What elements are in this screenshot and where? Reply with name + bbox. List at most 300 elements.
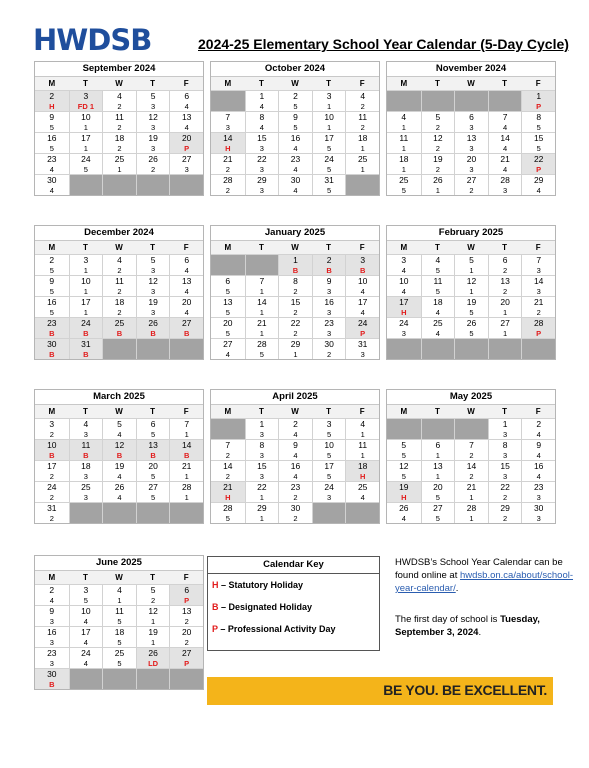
day-number: 9: [326, 276, 332, 286]
cycle-day: 4: [117, 430, 122, 439]
weekday-label: T: [326, 79, 332, 88]
cycle-day: 3: [503, 186, 508, 195]
day-cell: [521, 502, 555, 523]
day-number: 1: [259, 419, 265, 429]
day-cell: [312, 254, 346, 275]
month-name: February 2025: [438, 227, 504, 238]
month-name: April 2025: [272, 391, 318, 402]
day-cell: [521, 153, 555, 174]
day-number: 7: [536, 255, 542, 265]
cycle-day: B: [292, 266, 299, 275]
day-cell: [312, 418, 346, 439]
day-number: 6: [435, 440, 441, 450]
day-number: 19: [148, 133, 158, 143]
cycle-day: 1: [259, 493, 264, 502]
day-number: 27: [433, 503, 443, 513]
empty-day-cell: [69, 174, 103, 195]
cycle-day: 4: [401, 266, 406, 275]
cycle-day: 4: [83, 659, 88, 668]
cycle-day: 3: [327, 493, 332, 502]
day-number: 20: [148, 461, 158, 471]
cycle-day: 1: [259, 308, 264, 317]
month-name: January 2025: [264, 227, 326, 238]
day-number: 13: [466, 133, 477, 143]
day-number: 13: [223, 297, 233, 307]
cycle-day: 1: [503, 308, 508, 317]
weekday-label: M: [224, 243, 232, 252]
day-number: 10: [357, 276, 368, 286]
day-cell: [35, 275, 69, 296]
cycle-day: 1: [259, 329, 264, 338]
day-cell: [35, 584, 69, 605]
day-cell: [521, 132, 555, 153]
day-cell: [35, 296, 69, 317]
day-cell: [35, 132, 69, 153]
month-name: November 2024: [435, 63, 507, 74]
day-cell: [345, 111, 379, 132]
day-number: 22: [257, 482, 267, 492]
day-number: 14: [257, 297, 267, 307]
day-cell: [488, 481, 522, 502]
cycle-day: 3: [360, 350, 365, 359]
day-cell: [169, 296, 203, 317]
day-cell: [387, 439, 421, 460]
day-cell: [211, 153, 245, 174]
day-number: 22: [290, 318, 301, 328]
day-cell: [69, 439, 103, 460]
month-7: [210, 389, 380, 524]
day-number: 26: [148, 154, 158, 164]
day-number: 16: [533, 461, 544, 471]
day-number: 27: [466, 175, 477, 185]
cycle-day: 2: [435, 165, 440, 174]
day-cell: [454, 275, 488, 296]
day-number: 5: [117, 419, 122, 429]
cycle-day: 4: [184, 102, 189, 111]
empty-day-cell: [387, 90, 421, 111]
day-number: 12: [148, 606, 158, 616]
day-cell: [312, 275, 346, 296]
day-cell: [136, 647, 170, 668]
hwdsb-logo: HWDSB: [33, 23, 152, 57]
day-cell: [35, 481, 69, 502]
day-number: 22: [533, 154, 544, 164]
day-number: 8: [536, 112, 542, 122]
weekday-header: [211, 404, 379, 418]
day-cell: [35, 605, 69, 626]
day-number: 25: [114, 648, 125, 658]
cycle-day: 5: [327, 430, 332, 439]
cycle-day: 5: [259, 350, 264, 359]
cycle-day: 4: [293, 472, 298, 481]
day-cell: [488, 460, 522, 481]
cycle-day: 1: [117, 165, 122, 174]
day-cell: [102, 418, 136, 439]
cycle-day: 2: [184, 617, 189, 626]
empty-day-cell: [488, 338, 522, 359]
day-number: 28: [257, 339, 267, 349]
cycle-day: H: [401, 493, 407, 502]
cycle-day: 4: [259, 102, 264, 111]
cycle-day: 5: [401, 451, 406, 460]
day-cell: [454, 317, 488, 338]
day-cell: [136, 626, 170, 647]
day-number: 28: [466, 503, 477, 513]
day-number: 25: [357, 154, 368, 164]
day-number: 16: [290, 133, 301, 143]
empty-day-cell: [488, 90, 522, 111]
cycle-day: 3: [259, 165, 264, 174]
day-number: 11: [358, 112, 368, 122]
weekday-label: F: [183, 243, 189, 252]
cycle-day: 5: [49, 287, 54, 296]
day-number: 10: [81, 276, 91, 286]
day-number: 31: [357, 339, 368, 349]
cycle-day: LD: [148, 659, 159, 668]
day-number: 4: [401, 112, 407, 122]
month-0: [34, 61, 204, 196]
day-number: 13: [181, 606, 192, 616]
day-number: 18: [114, 133, 125, 143]
cycle-day: 1: [469, 287, 474, 296]
cycle-day: 3: [469, 165, 474, 174]
cycle-day: B: [183, 451, 190, 460]
cycle-day: B: [116, 451, 123, 460]
day-cell: [69, 296, 103, 317]
calendar-link[interactable]: hwdsb.on.ca/about/school-year-calendar/: [395, 570, 574, 594]
cycle-day: 1: [327, 102, 332, 111]
day-number: 21: [500, 154, 510, 164]
day-cell: [136, 111, 170, 132]
weekday-label: T: [502, 79, 508, 88]
cycle-day: 1: [360, 430, 365, 439]
day-number: 14: [181, 440, 192, 450]
day-cell: [35, 174, 69, 195]
day-cell: [488, 111, 522, 132]
cycle-day: B: [83, 329, 89, 338]
empty-day-cell: [454, 418, 488, 439]
day-number: 6: [184, 255, 190, 265]
day-number: 23: [47, 154, 57, 164]
day-cell: [102, 460, 136, 481]
day-cell: [454, 111, 488, 132]
day-grid: [35, 254, 203, 359]
day-number: 17: [324, 133, 334, 143]
cycle-day: 4: [184, 266, 189, 275]
day-number: 23: [324, 318, 334, 328]
cycle-day: H: [401, 308, 407, 317]
cycle-day: 2: [117, 308, 122, 317]
day-cell: [387, 111, 421, 132]
day-number: 28: [533, 318, 544, 328]
cycle-day: P: [184, 596, 190, 605]
day-cell: [421, 460, 455, 481]
cycle-day: 3: [151, 266, 156, 275]
day-cell: [102, 254, 136, 275]
day-cell: [345, 317, 379, 338]
cycle-day: 5: [225, 514, 230, 523]
cycle-day: B: [49, 350, 55, 359]
weekday-label: M: [48, 407, 56, 416]
day-cell: [278, 418, 312, 439]
day-number: 27: [181, 318, 192, 328]
cycle-day: 1: [360, 144, 365, 153]
day-cell: [211, 132, 245, 153]
month-1: [210, 61, 380, 196]
cycle-day: B: [326, 266, 332, 275]
weekday-label: T: [258, 243, 264, 252]
cycle-day: 2: [117, 287, 122, 296]
day-cell: [69, 275, 103, 296]
day-number: 11: [81, 440, 91, 450]
cycle-day: 3: [327, 308, 332, 317]
weekday-label: T: [150, 243, 156, 252]
day-cell: [521, 254, 555, 275]
cycle-day: 2: [184, 638, 189, 647]
key-item-designated-holiday: B – Designated Holiday: [212, 602, 313, 612]
day-number: 3: [326, 419, 332, 429]
month-5: [386, 225, 556, 360]
cycle-day: 4: [435, 329, 440, 338]
day-cell: [387, 275, 421, 296]
weekday-header: [35, 404, 203, 418]
empty-day-cell: [211, 418, 245, 439]
day-cell: [102, 481, 136, 502]
empty-day-cell: [136, 174, 170, 195]
empty-day-cell: [345, 174, 379, 195]
cycle-day: 3: [83, 493, 88, 502]
day-cell: [521, 317, 555, 338]
weekday-header: [387, 240, 555, 254]
day-number: 1: [502, 419, 508, 429]
day-number: 27: [181, 154, 192, 164]
weekday-label: T: [434, 407, 440, 416]
day-cell: [488, 418, 522, 439]
day-number: 16: [47, 297, 57, 307]
day-cell: [521, 481, 555, 502]
day-grid: [387, 254, 555, 359]
cycle-day: 3: [327, 329, 332, 338]
weekday-label: M: [48, 573, 56, 582]
cycle-day: B: [49, 451, 55, 460]
weekday-header: [387, 76, 555, 90]
cycle-day: 4: [536, 451, 541, 460]
day-cell: [345, 132, 379, 153]
day-number: 6: [502, 255, 508, 265]
empty-day-cell: [169, 338, 203, 359]
weekday-label: T: [258, 79, 264, 88]
cycle-day: 4: [435, 308, 440, 317]
day-number: 26: [114, 482, 125, 492]
day-number: 27: [500, 318, 510, 328]
day-cell: [35, 439, 69, 460]
cycle-day: FD 1: [77, 102, 95, 111]
empty-day-cell: [169, 502, 203, 523]
day-number: 23: [47, 318, 57, 328]
day-number: 17: [47, 461, 57, 471]
day-number: 15: [257, 461, 267, 471]
cycle-day: 4: [360, 308, 365, 317]
day-number: 25: [81, 482, 91, 492]
day-number: 4: [117, 91, 122, 101]
cycle-day: 1: [327, 123, 332, 132]
day-number: 27: [148, 482, 158, 492]
cycle-day: 1: [435, 186, 440, 195]
cycle-day: 2: [117, 102, 122, 111]
day-number: 24: [324, 482, 334, 492]
cycle-day: 5: [293, 102, 298, 111]
day-cell: [488, 174, 522, 195]
day-number: 14: [500, 133, 510, 143]
weekday-label: T: [434, 79, 440, 88]
day-grid: [387, 418, 555, 523]
empty-day-cell: [387, 418, 421, 439]
day-cell: [136, 584, 170, 605]
day-grid: [211, 90, 379, 195]
day-cell: [35, 460, 69, 481]
day-cell: [245, 111, 279, 132]
day-cell: [387, 317, 421, 338]
day-cell: [245, 275, 279, 296]
day-cell: [278, 502, 312, 523]
day-number: 2: [49, 91, 55, 101]
cycle-day: 1: [435, 472, 440, 481]
day-grid: [211, 254, 379, 359]
weekday-header: [35, 240, 203, 254]
day-cell: [454, 153, 488, 174]
cycle-day: H: [49, 102, 55, 111]
empty-day-cell: [421, 418, 455, 439]
cycle-day: 4: [83, 638, 88, 647]
day-cell: [169, 626, 203, 647]
cycle-day: 3: [151, 287, 156, 296]
day-cell: [278, 460, 312, 481]
day-cell: [211, 481, 245, 502]
day-cell: [312, 90, 346, 111]
cycle-day: 4: [401, 514, 406, 523]
day-number: 23: [47, 648, 57, 658]
day-cell: [35, 502, 69, 523]
day-cell: [312, 338, 346, 359]
day-cell: [245, 439, 279, 460]
first-day-note: The first day of school is Tuesday, September 3, 2024.: [395, 614, 540, 638]
day-cell: [488, 153, 522, 174]
cycle-day: 2: [360, 123, 365, 132]
day-number: 7: [225, 440, 231, 450]
day-number: 9: [49, 606, 55, 616]
day-number: 25: [114, 154, 125, 164]
day-cell: [245, 317, 279, 338]
day-number: 26: [148, 648, 158, 658]
day-number: 13: [181, 276, 192, 286]
day-number: 17: [81, 133, 91, 143]
day-cell: [211, 317, 245, 338]
day-cell: [136, 481, 170, 502]
weekday-label: M: [48, 79, 56, 88]
weekday-label: F: [535, 243, 541, 252]
cycle-day: 1: [401, 144, 406, 153]
day-number: 12: [466, 276, 477, 286]
day-cell: [421, 153, 455, 174]
day-cell: [69, 647, 103, 668]
cycle-day: 5: [435, 493, 440, 502]
weekday-header: [387, 404, 555, 418]
day-cell: [245, 502, 279, 523]
day-cell: [345, 418, 379, 439]
month-name: September 2024: [82, 63, 156, 74]
cycle-day: 2: [49, 514, 54, 523]
day-number: 19: [433, 154, 443, 164]
month-8: [386, 389, 556, 524]
day-number: 13: [500, 276, 510, 286]
cycle-day: P: [184, 659, 190, 668]
day-cell: [488, 254, 522, 275]
cycle-day: 5: [435, 514, 440, 523]
day-number: 29: [500, 503, 510, 513]
weekday-label: T: [150, 573, 156, 582]
day-number: 22: [257, 154, 267, 164]
day-number: 20: [181, 297, 192, 307]
day-cell: [69, 132, 103, 153]
cycle-day: B: [116, 329, 123, 338]
day-number: 24: [357, 318, 368, 328]
day-number: 29: [290, 339, 301, 349]
empty-day-cell: [102, 174, 136, 195]
cycle-day: 3: [536, 266, 541, 275]
day-number: 12: [114, 440, 125, 450]
day-grid: [387, 90, 555, 195]
day-number: 28: [223, 503, 233, 513]
day-cell: [35, 668, 69, 689]
cycle-day: P: [360, 329, 366, 338]
cycle-day: 3: [49, 617, 54, 626]
day-cell: [521, 439, 555, 460]
cycle-day: 5: [117, 617, 122, 626]
weekday-label: W: [291, 243, 299, 252]
cycle-day: 4: [360, 287, 365, 296]
cycle-day: 4: [503, 144, 508, 153]
day-cell: [488, 275, 522, 296]
cycle-day: 4: [184, 308, 189, 317]
weekday-label: W: [115, 573, 123, 582]
day-number: 24: [399, 318, 409, 328]
cycle-day: 2: [469, 472, 474, 481]
day-cell: [69, 626, 103, 647]
day-number: 11: [433, 276, 443, 286]
cycle-day: 5: [327, 451, 332, 460]
cycle-day: 1: [360, 451, 365, 460]
day-cell: [421, 481, 455, 502]
cycle-day: 2: [117, 123, 122, 132]
day-cell: [345, 481, 379, 502]
day-number: 18: [114, 297, 125, 307]
day-number: 14: [466, 461, 477, 471]
day-number: 1: [293, 255, 298, 265]
cycle-day: 1: [259, 514, 264, 523]
cycle-day: 3: [503, 451, 508, 460]
cycle-day: 1: [259, 287, 264, 296]
day-cell: [35, 418, 69, 439]
empty-day-cell: [69, 502, 103, 523]
day-cell: [69, 317, 103, 338]
cycle-day: 5: [536, 123, 541, 132]
day-number: 4: [435, 255, 441, 265]
day-cell: [488, 439, 522, 460]
cycle-day: 1: [184, 472, 189, 481]
day-number: 6: [184, 91, 190, 101]
day-cell: [245, 481, 279, 502]
weekday-label: T: [82, 407, 88, 416]
